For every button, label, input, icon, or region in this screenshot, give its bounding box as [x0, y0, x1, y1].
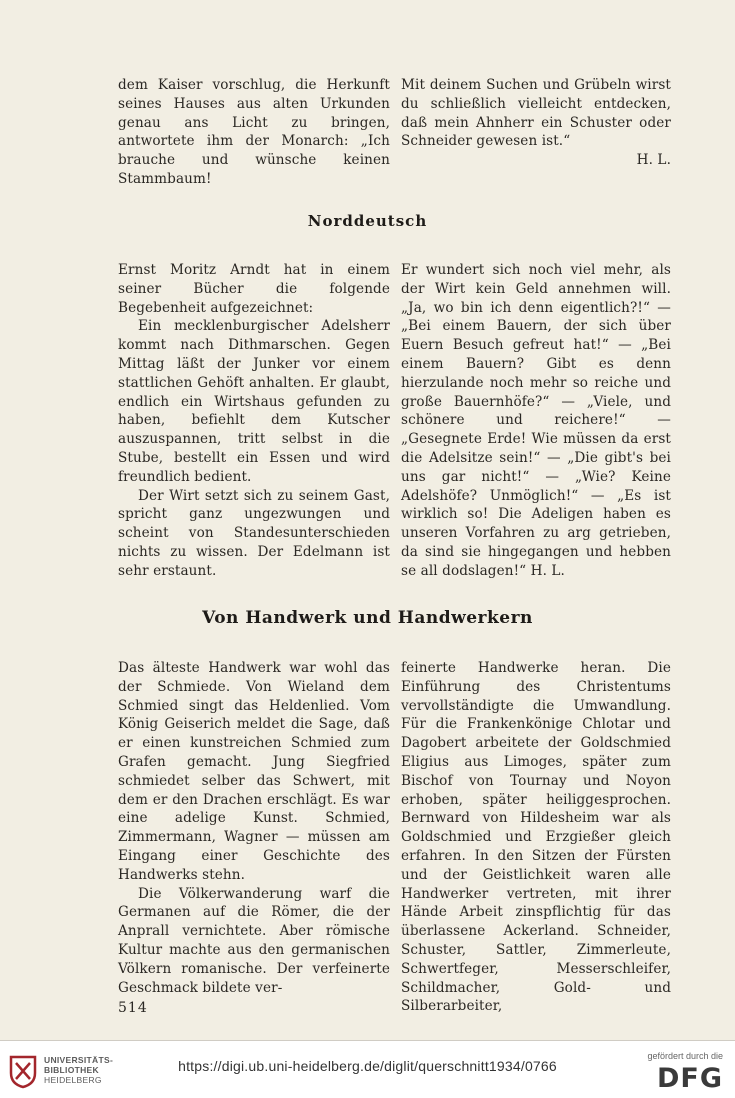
paragraph: Ein mecklenburgischer Adelsherr kommt nach Dithmarschen. Gegen Mittag läßt der Junker vor einem stattlichen Gehöft anhalten. Er glaubt, endlich ein Wirtshaus gefunden zu haben, befiehlt dem Kutscher auszuspannen, tritt selbst in die Stube, bestellt ein Essen und wird freundlich bedient. — [118, 318, 390, 485]
article3-left-column — [118, 659, 390, 997]
dfg-logo: DFG — [656, 1063, 723, 1094]
funding-note: gefördert durch die — [647, 1051, 723, 1061]
paragraph: Die Völkerwanderung warf die Germanen auf die Römer, die der Anprall vernichtete. Aber römische Kultur machte aus den germanischen Völkern romanische. Der verfeinerte Geschmack bildete ver- — [118, 885, 390, 996]
library-name: UNIVERSITÄTS- BIBLIOTHEK HEIDELBERG — [44, 1055, 114, 1085]
paragraph: Ernst Moritz Arndt hat in einem seiner Bücher die folgende Begebenheit aufgezeichnet: — [118, 262, 390, 316]
paragraph: Der Wirt setzt sich zu seinem Gast, spricht ganz ungezwungen und scheint von Standesunterschieden nichts zu wissen. Der Edelmann ist sehr erstaunt. — [118, 487, 390, 579]
article3-right-column — [401, 659, 671, 1016]
article2-left-column — [118, 261, 390, 581]
paragraph: dem Kaiser vorschlug, die Herkunft seines Hauses aus alten Urkunden genau ans Licht zu bringen, antwortete ihm der Monarch: „Ich brauche und wünsche keinen Stammbaum! — [118, 77, 390, 187]
article2-right-column — [401, 261, 671, 581]
paragraph: Er wundert sich noch viel mehr, als der Wirt kein Geld annehmen will. „Ja, wo bin ich denn eigentlich?!“ — „Bei einem Bauern, der sich über Euern Besuch gefreut hat!“ — „Bei einem Bauern? Gibt es denn hierzulande noch mehr so reiche und große Bauernhöfe?“ — „Viele, und schönere und reichere!“ — „Gesegnete Erde! Wie müssen da erst die Adelsitze sein!“ — „Die gibt's bei uns gar nicht!“ — „Wie? Keine Adelshöfe? Unmöglich!“ — „Es ist wirklich so! Die Adeligen haben es unseren Vorfahren zu arg getrieben, da sind sie hingegangen und hebben se all dodslagen!“ H. L. — [401, 262, 671, 579]
viewer-footer — [0, 1040, 735, 1098]
page-number: 514 — [118, 1000, 148, 1016]
signature: H. L. — [636, 152, 671, 169]
article1-left-column — [118, 76, 390, 189]
article1-right-column — [401, 76, 671, 170]
section-heading-norddeutsch: Norddeutsch — [307, 212, 428, 230]
paragraph: feinerte Handwerke heran. Die Einführung des Christentums vervollständigte die Umwandlung. Für die Frankenkönige Chlotar und Dagobert arbeitete der Goldschmied Eligius aus Limoges, später zum Bischof von Tournay und Noyon erhoben, später heiliggesprochen. Bernward von Hildesheim war als Goldschmied und Erzgießer gleich erfahren. In den Sitzen der Fürsten und der Geistlichkeit waren alle Handwerker vertreten, mit ihrer Hände Arbeit zinspflichtig für das überlassene Ackerland. Schneider, Schuster, Sattler, Zimmerleute, Schwertfeger, Messerschleifer, Schildmacher, Gold- und Silberarbeiter, — [401, 660, 671, 1015]
section-heading-handwerk: Von Handwerk und Handwerkern — [202, 608, 533, 628]
paragraph: Das älteste Handwerk war wohl das der Schmiede. Von Wieland dem Schmied singt das Heldenlied. Vom König Geiserich meldet die Sage, daß er einen kunstreichen Schmied zum Grafen gemacht. Jung Siegfried schmiedet selber das Schwert, mit dem er den Drachen erschlägt. Es war eine adelige Kunst. Schmied, Zimmermann, Wagner — müssen am Eingang einer Geschichte des Handwerks stehn. — [118, 660, 390, 883]
permalink-url[interactable]: https://digi.ub.uni-heidelberg.de/diglit/querschnitt1934/0766 — [178, 1058, 557, 1074]
paragraph: Mit deinem Suchen und Grübeln wirst du schließlich vielleicht entdecken, daß mein Ahnherr ein Schuster oder Schneider gewesen ist.“ — [401, 77, 671, 150]
